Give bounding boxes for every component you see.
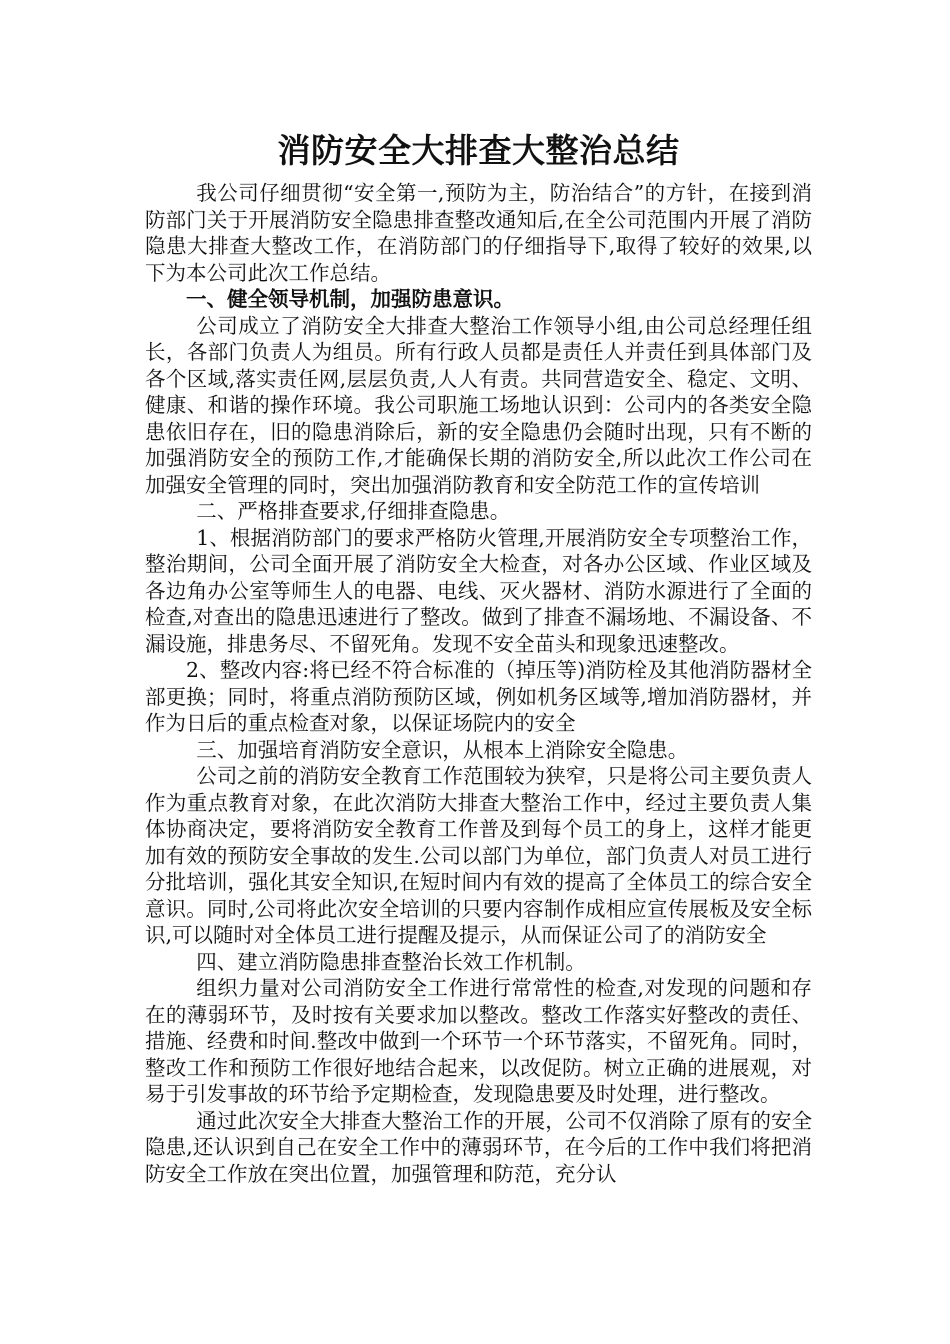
document-title: 消防安全大排查大整治总结	[277, 131, 680, 170]
section-heading-2: 二、严格排查要求,仔细排查隐患。	[196, 499, 511, 523]
section-heading-1: 一、健全领导机制，加强防患意识。	[186, 287, 514, 311]
intro-paragraph: 我公司仔细贯彻“安全第一,预防为主，防治结合”的方针，在接到消防部门关于开展消防安全隐患排查整改通知后,在全公司范围内开展了消防隐患大排查大整改工作，在消防部门的仔细指导下,取得了较好的效果,以下为本公司此次工作总结。	[145, 181, 812, 285]
section-2-item-1: 1、根据消防部门的要求严格防火管理,开展消防安全专项整治工作，整治期间，公司全面开展了消防安全大检查，对各办公区域、作业区域及各边角办公室等师生人的电器、电线、灭火器材、消防水源进行了全面的检查,对查出的隐患迅速进行了整改。做到了排查不漏场地、不漏设备、不漏设施，排患务尽、不留死角。发现不安全苗头和现象迅速整改。	[145, 525, 812, 656]
closing-paragraph: 通过此次安全大排查大整治工作的开展，公司不仅消除了原有的安全隐患,还认识到自己在安全工作中的薄弱环节，在今后的工作中我们将把消防安全工作放在突出位置，加强管理和防范，充分认	[145, 1108, 812, 1186]
section-2-item-2: 2、整改内容:将已经不符合标准的（掉压等)消防栓及其他消防器材全部更换；同时，将重点消防预防区域，例如机务区域等,增加消防器材，并作为日后的重点检查对象，以保证场院内的安全	[145, 658, 812, 735]
section-4-paragraph: 组织力量对公司消防安全工作进行常常性的检查,对发现的问题和存在的薄弱环节，及时按有关要求加以整改。整改工作落实好整改的责任、措施、经费和时间.整改中做到一个环节一个环节落实，不留死角。同时，整改工作和预防工作很好地结合起来，以改促防。树立正确的进展观，对易于引发事故的环节给予定期检查，发现隐患要及时处理，进行整改。	[145, 976, 812, 1106]
section-3-paragraph: 公司之前的消防安全教育工作范围较为狭窄，只是将公司主要负责人作为重点教育对象，在此次消防大排查大整治工作中，经过主要负责人集体协商决定，要将消防安全教育工作普及到每个员工的身上，这样才能更加有效的预防安全事故的发生.公司以部门为单位，部门负责人对员工进行分批培训，强化其安全知识,在短时间内有效的提高了全体员工的综合安全意识。同时,公司将此次安全培训的只要内容制作成相应宣传展板及安全标识,可以随时对全体员工进行提醒及提示，从而保证公司了的消防安全	[145, 764, 812, 947]
document-body	[145, 180, 812, 1187]
section-heading-4: 四、建立消防隐患排查整治长效工作机制。	[196, 949, 586, 974]
section-heading-3: 三、加强培育消防安全意识，从根本上消除安全隐患。	[196, 737, 689, 762]
section-1-paragraph: 公司成立了消防安全大排查大整治工作领导小组,由公司总经理任组长，各部门负责人为组员。所有行政人员都是责任人并责任到具体部门及各个区域,落实责任网,层层负责,人人有责。共同营造安全、稳定、文明、健康、和谐的操作环境。我公司职施工场地认识到：公司内的各类安全隐患依旧存在，旧的隐患消除后，新的安全隐患仍会随时出现，只有不断的加强消防安全的预防工作,才能确保长期的消防安全,所以此次工作公司在加强安全管理的同时，突出加强消防教育和安全防范工作的宣传培训	[145, 313, 812, 497]
